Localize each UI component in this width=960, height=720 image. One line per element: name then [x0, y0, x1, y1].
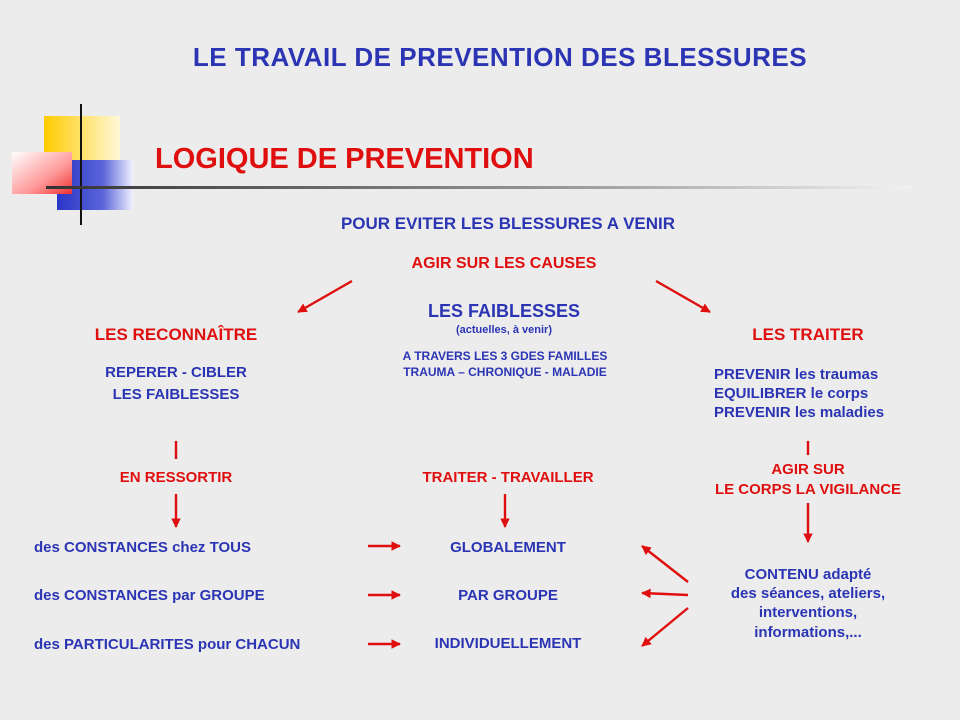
arrow-content-up — [642, 546, 688, 582]
row-3-mid: INDIVIDUELLEMENT — [434, 635, 582, 652]
arrow-content-down — [642, 608, 688, 646]
right-step-2: LE CORPS LA VIGILANCE — [714, 481, 902, 498]
right-content-1: CONTENU adapté — [744, 566, 872, 583]
right-content-3: interventions, — [758, 604, 858, 621]
center-line-2: TRAUMA – CHRONIQUE - MALADIE — [403, 365, 607, 379]
row-1-left: des CONSTANCES chez TOUS — [34, 539, 251, 556]
right-line-1: PREVENIR les traumas — [714, 366, 879, 383]
left-line-2: LES FAIBLESSES — [112, 386, 240, 403]
right-content-4: informations,... — [754, 624, 862, 641]
left-step: EN RESSORTIR — [119, 469, 233, 486]
arrow-content-mid — [642, 593, 688, 595]
arrow-to-left — [298, 281, 352, 312]
row-3-left: des PARTICULARITES pour CHACUN — [34, 636, 301, 653]
right-line-2: EQUILIBRER le corps — [714, 385, 869, 402]
row-2-mid: PAR GROUPE — [458, 587, 558, 604]
center-note: (actuelles, à venir) — [456, 324, 552, 336]
right-title: LES TRAITER — [752, 325, 864, 344]
section-title: LOGIQUE DE PREVENTION — [155, 143, 534, 175]
right-line-3: PREVENIR les maladies — [714, 404, 885, 421]
page-title: LE TRAVAIL DE PREVENTION DES BLESSURES — [192, 42, 808, 72]
row-1-mid: GLOBALEMENT — [450, 539, 566, 556]
arrow-to-right — [656, 281, 710, 312]
right-step-1: AGIR SUR — [771, 461, 845, 478]
left-line-1: REPERER - CIBLER — [105, 364, 247, 381]
goal-text: POUR EVITER LES BLESSURES A VENIR — [340, 214, 676, 233]
center-title: LES FAIBLESSES — [427, 301, 581, 321]
left-title: LES RECONNAÎTRE — [94, 325, 258, 344]
middle-step: TRAITER - TRAVAILLER — [422, 469, 594, 486]
right-content-2: des séances, ateliers, — [730, 585, 886, 602]
row-2-left: des CONSTANCES par GROUPE — [34, 587, 265, 604]
action-text: AGIR SUR LES CAUSES — [411, 255, 597, 272]
center-line-1: A TRAVERS LES 3 GDES FAMILLES — [402, 349, 608, 363]
